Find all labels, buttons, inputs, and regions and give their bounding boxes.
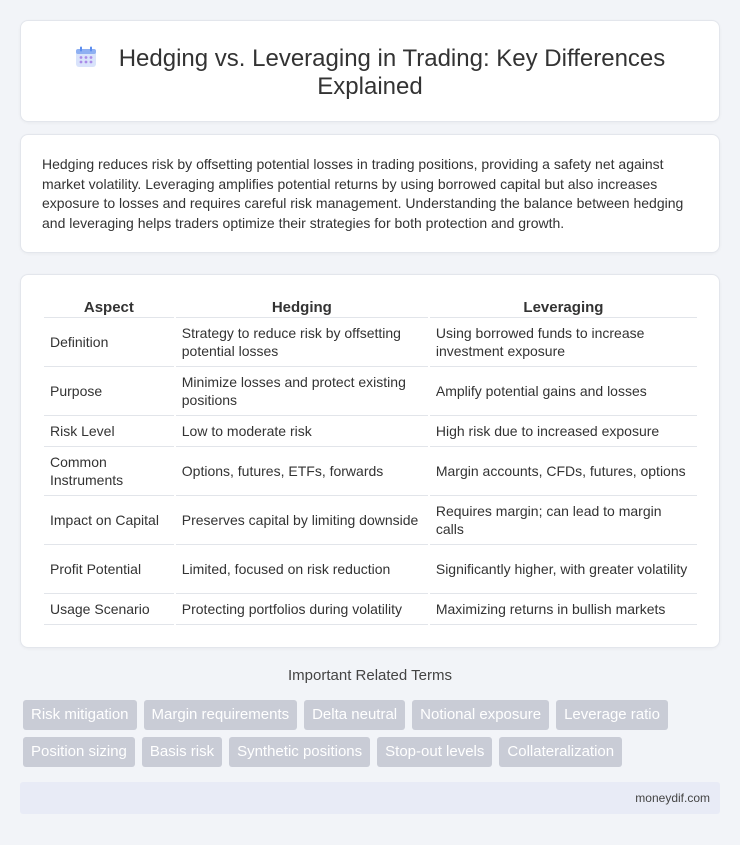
table-cell: Options, futures, ETFs, forwards <box>176 447 428 496</box>
column-header-leveraging: Leveraging <box>430 293 697 318</box>
intro-text: Hedging reduces risk by offsetting potential losses in trading positions, providing a safety net against market volatility. Leveraging amplifies potential returns by using borrowed capital but also increases exposure to losses and requires careful risk management. Understanding the balance between hedging and leveraging helps traders optimize their strategies for both protection and growth. <box>42 156 684 231</box>
page-title: Hedging vs. Leveraging in Trading: Key Differences Explained <box>118 45 666 100</box>
tag-notional-exposure[interactable]: Notional exposure <box>412 700 549 730</box>
table-cell: Minimize losses and protect existing positions <box>176 367 428 416</box>
tag-leverage-ratio[interactable]: Leverage ratio <box>556 700 668 730</box>
table-cell: Strategy to reduce risk by offsetting potential losses <box>176 318 428 367</box>
footer-site-link[interactable]: moneydif.com <box>635 791 710 805</box>
tag-basis-risk[interactable]: Basis risk <box>142 737 222 767</box>
comparison-table <box>42 293 699 625</box>
tag-synthetic-positions[interactable]: Synthetic positions <box>229 737 370 767</box>
table-row <box>44 367 697 416</box>
table-cell: Requires margin; can lead to margin calls <box>430 496 697 545</box>
table-row <box>44 545 697 594</box>
table-cell: Profit Potential <box>44 545 174 594</box>
table-cell: Maximizing returns in bullish markets <box>430 594 697 625</box>
intro-card <box>20 134 720 253</box>
footer <box>20 782 720 814</box>
table-cell: Significantly higher, with greater volatility <box>430 545 697 594</box>
table-cell: Usage Scenario <box>44 594 174 625</box>
table-cell: Limited, focused on risk reduction <box>176 545 428 594</box>
title-card <box>20 20 720 122</box>
table-cell: Margin accounts, CFDs, futures, options <box>430 447 697 496</box>
table-cell: Low to moderate risk <box>176 416 428 447</box>
table-row <box>44 447 697 496</box>
tag-position-sizing[interactable]: Position sizing <box>23 737 135 767</box>
column-header-aspect: Aspect <box>44 293 174 318</box>
tag-collateralization[interactable]: Collateralization <box>499 737 622 767</box>
page-title-wrap <box>21 45 719 101</box>
table-cell: Impact on Capital <box>44 496 174 545</box>
table-cell: Definition <box>44 318 174 367</box>
table-cell: Amplify potential gains and losses <box>430 367 697 416</box>
tag-row <box>23 737 723 767</box>
tag-row <box>23 700 723 730</box>
table-cell: Preserves capital by limiting downside <box>176 496 428 545</box>
table-row <box>44 594 697 625</box>
related-terms-title: Important Related Terms <box>288 667 452 684</box>
table-cell: Protecting portfolios during volatility <box>176 594 428 625</box>
table-row <box>44 496 697 545</box>
related-terms-tags <box>23 700 723 774</box>
table-cell: Common Instruments <box>44 447 174 496</box>
tag-risk-mitigation[interactable]: Risk mitigation <box>23 700 137 730</box>
table-row <box>44 318 697 367</box>
comparison-card <box>20 274 720 648</box>
tag-stop-out-levels[interactable]: Stop-out levels <box>377 737 492 767</box>
calendar-icon <box>75 46 97 68</box>
table-row <box>44 416 697 447</box>
table-cell: Purpose <box>44 367 174 416</box>
table-header-row <box>44 293 697 318</box>
table-cell: Risk Level <box>44 416 174 447</box>
tag-delta-neutral[interactable]: Delta neutral <box>304 700 405 730</box>
table-cell: High risk due to increased exposure <box>430 416 697 447</box>
table-cell: Using borrowed funds to increase investment exposure <box>430 318 697 367</box>
column-header-hedging: Hedging <box>176 293 428 318</box>
tag-margin-requirements[interactable]: Margin requirements <box>144 700 298 730</box>
